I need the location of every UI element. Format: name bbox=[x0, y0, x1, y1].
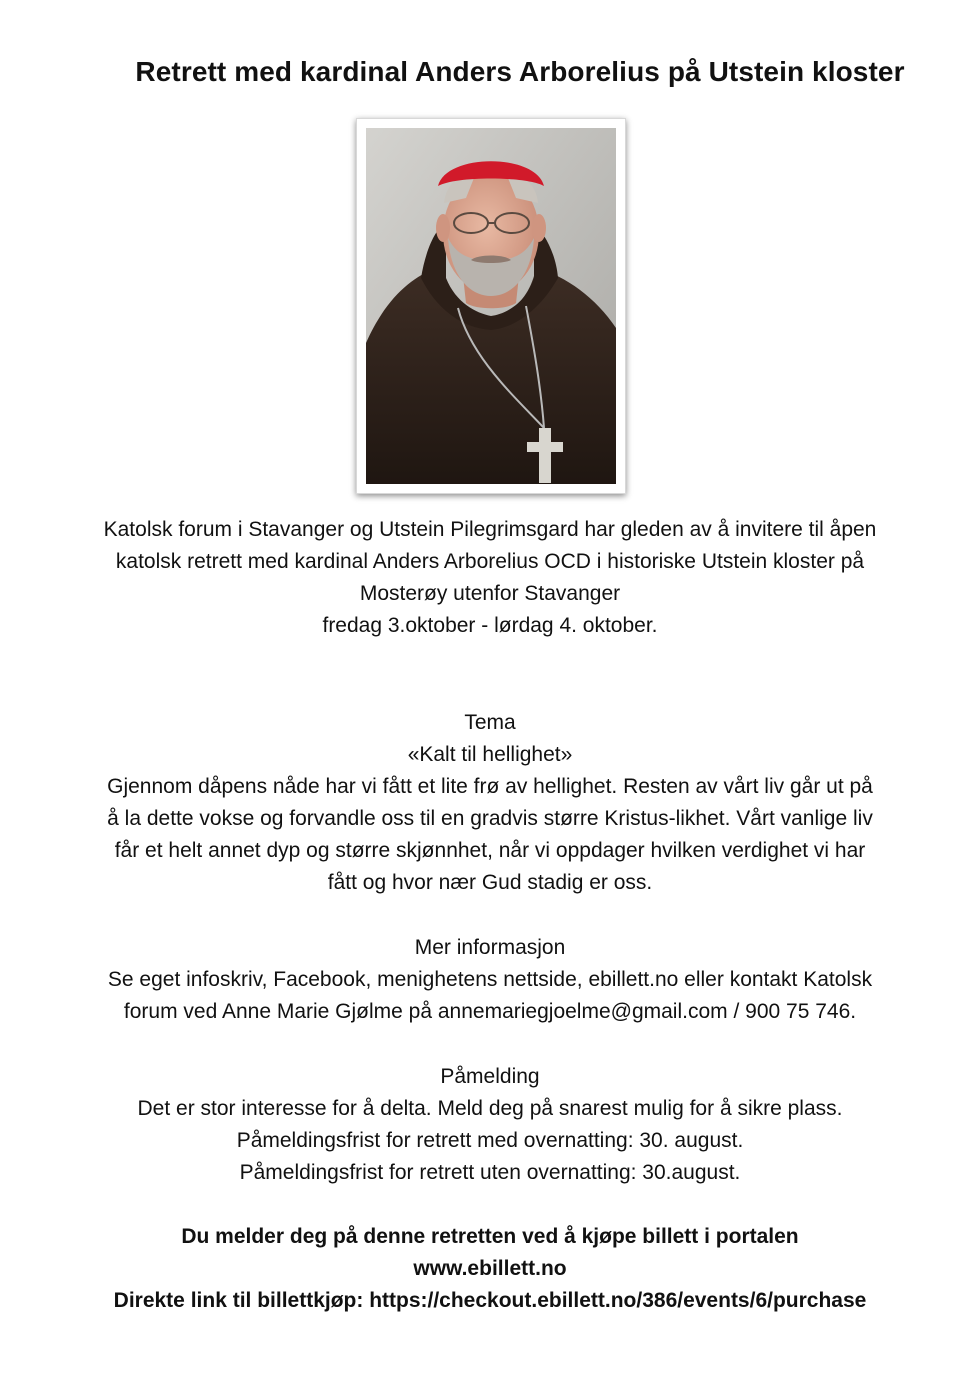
registration-body-line: Påmeldingsfrist for retrett uten overnatting: 30.august. bbox=[239, 1161, 741, 1184]
tema-subtitle: «Kalt til hellighet» bbox=[407, 743, 573, 766]
ticket-section bbox=[40, 1221, 940, 1317]
page-title: Retrett med kardinal Anders Arborelius på Utstein kloster bbox=[135, 56, 905, 87]
tema-heading: Tema bbox=[464, 711, 516, 734]
intro-line: Mosterøy utenfor Stavanger bbox=[359, 582, 621, 605]
info-section bbox=[40, 932, 940, 1028]
tema-section bbox=[40, 707, 940, 899]
intro-line: Katolsk forum i Stavanger og Utstein Pilegrimsgard har gleden av å invitere til åpen bbox=[103, 518, 877, 541]
cardinal-portrait-photo bbox=[356, 118, 626, 494]
info-heading: Mer informasjon bbox=[414, 936, 566, 959]
tema-body-line: fått og hvor nær Gud stadig er oss. bbox=[327, 871, 653, 894]
registration-section bbox=[40, 1061, 940, 1189]
info-body-line: forum ved Anne Marie Gjølme på annemariegjoelme@gmail.com / 900 75 746. bbox=[123, 1000, 857, 1023]
tema-body-line: får et helt annet dyp og større skjønnhet, når vi oppdager hvilken verdighet vi har bbox=[114, 839, 866, 862]
intro-paragraph bbox=[40, 514, 940, 642]
registration-body-line: Påmeldingsfrist for retrett med overnatting: 30. august. bbox=[236, 1129, 744, 1152]
tema-body-line: Gjennom dåpens nåde har vi fått et lite frø av hellighet. Resten av vårt liv går ut på bbox=[107, 775, 873, 798]
direct-purchase-link[interactable]: Direkte link til billettkjøp: https://checkout.ebillett.no/386/events/6/purchase bbox=[113, 1289, 867, 1312]
ticket-instruction: Du melder deg på denne retretten ved å kjøpe billett i portalen bbox=[181, 1225, 799, 1248]
event-dates: fredag 3.oktober - lørdag 4. oktober. bbox=[322, 614, 658, 637]
registration-body-line: Det er stor interesse for å delta. Meld deg på snarest mulig for å sikre plass. bbox=[137, 1097, 843, 1120]
ebillett-link[interactable]: www.ebillett.no bbox=[413, 1257, 567, 1280]
registration-heading: Påmelding bbox=[440, 1065, 540, 1088]
info-body-line: Se eget infoskriv, Facebook, menighetens nettside, ebillett.no eller kontakt Katolsk bbox=[107, 968, 873, 991]
intro-line: katolsk retrett med kardinal Anders Arborelius OCD i historiske Utstein kloster på bbox=[115, 550, 865, 573]
tema-body-line: å la dette vokse og forvandle oss til en gradvis større Kristus-likhet. Vårt vanlige liv bbox=[107, 807, 873, 830]
